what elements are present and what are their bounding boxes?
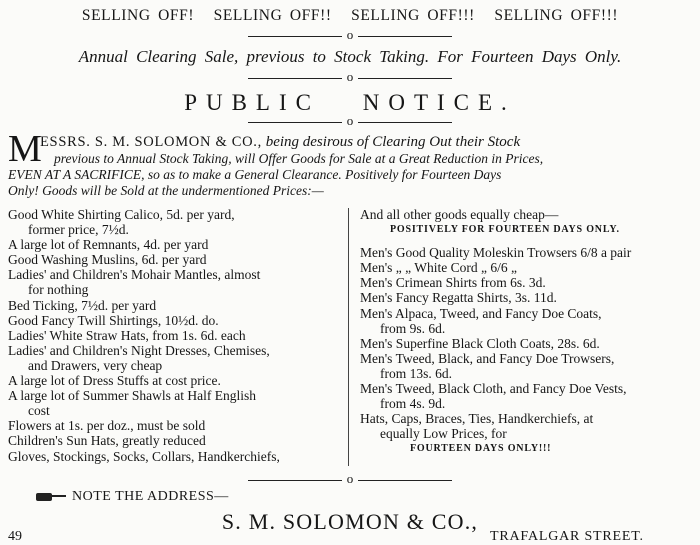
banner-phrase: SELLING OFF!!! [351, 7, 475, 24]
price-item: Men's Tweed, Black Cloth, and Fancy Doe Vests, [360, 381, 627, 397]
selling-off-banner [0, 7, 700, 25]
price-item: Men's Fancy Regatta Shirts, 3s. 11d. [360, 290, 557, 306]
price-item-continued: cost [28, 403, 50, 419]
price-item: Men's Superfine Black Cloth Coats, 28s. 6d. [360, 335, 600, 351]
price-item: Hats, Caps, Braces, Ties, Handkerchiefs, at [360, 411, 594, 427]
intro-line-3: EVEN AT A SACRIFICE, so as to make a General Clearance. Positively for Fourteen Days [8, 167, 502, 182]
clearing-sale-line: Annual Clearing Sale, previous to Stock Taking. For Fourteen Days Only. [78, 47, 622, 66]
column-rule [348, 208, 349, 466]
note-text: NOTE THE ADDRESS— [72, 489, 229, 504]
price-item: Ladies' and Children's Mohair Mantles, almost [8, 267, 261, 283]
intro-line-1 [40, 134, 520, 151]
price-item-continued: for nothing [28, 282, 89, 298]
price-item: A large lot of Remnants, 4d. per yard [8, 237, 209, 253]
price-item-continued: equally Low Prices, for [380, 426, 507, 442]
heading-word: PUBLIC [184, 90, 320, 115]
price-item: A large lot of Dress Stuffs at cost price. [8, 373, 221, 389]
price-item: Men's Good Quality Moleskin Trowsers 6/8 a pair [360, 245, 632, 261]
ladies-price-list [8, 207, 338, 464]
street-address: TRAFALGAR STREET. [490, 529, 644, 544]
intro-line-4: Only! Goods will be Sold at the undermentioned Prices:— [8, 183, 324, 198]
divider-mark: o [346, 69, 354, 84]
firm-name: ESSRS. S. M. SOLOMON & CO., [40, 134, 262, 150]
price-item: A large lot of Summer Shawls at Half English [8, 388, 256, 404]
price-item: Men's Tweed, Black, and Fancy Doe Trowsers, [360, 350, 615, 366]
banner-phrase: SELLING OFF!!! [494, 7, 619, 24]
pointing-hand-icon [36, 491, 66, 503]
equally-cheap-line: And all other goods equally cheap— [360, 207, 559, 222]
fourteen-days-closing: FOURTEEN DAYS ONLY!!! [410, 443, 552, 455]
heading-word: NOTICE. [362, 90, 516, 115]
price-item: Bed Ticking, 7½d. per yard [8, 297, 157, 313]
price-item: Good Washing Muslins, 6d. per yard [8, 252, 207, 268]
divider-2 [0, 69, 700, 84]
page-number: 49 [8, 529, 22, 544]
price-item: Ladies' White Straw Hats, from 1s. 6d. each [8, 327, 246, 343]
price-item: Men's Alpaca, Tweed, and Fancy Doe Coats, [360, 305, 602, 321]
divider-4 [0, 471, 700, 486]
intro-text: being desirous of Clearing Out their Stock [261, 134, 521, 150]
divider-mark: o [346, 471, 354, 486]
price-item: Good White Shirting Calico, 5d. per yard, [8, 207, 235, 222]
price-item: Ladies' and Children's Night Dresses, Chemises, [8, 342, 270, 358]
banner-phrase: SELLING OFF! [81, 7, 195, 24]
divider-mark: o [346, 27, 354, 42]
divider-1 [0, 27, 700, 42]
company-name: S. M. SOLOMON & CO., [221, 509, 479, 534]
price-item: Gloves, Stockings, Socks, Collars, Handkerchiefs, [8, 448, 280, 464]
banner-phrase: SELLING OFF!! [213, 7, 332, 24]
price-item: Men's Crimean Shirts from 6s. 3d. [360, 275, 546, 291]
price-item-continued: from 4s. 9d. [380, 396, 446, 412]
fourteen-days-caps: POSITIVELY FOR FOURTEEN DAYS ONLY. [390, 224, 620, 236]
price-item-continued: and Drawers, very cheap [28, 357, 163, 373]
intro-line-2: previous to Annual Stock Taking, will Offer Goods for Sale at a Great Reduction in Prices, [54, 151, 544, 166]
price-item-continued: from 13s. 6d. [380, 365, 452, 381]
price-item: Flowers at 1s. per doz., must be sold [8, 418, 206, 434]
note-address [36, 489, 229, 505]
divider-3 [0, 113, 700, 128]
mens-price-list [360, 207, 692, 457]
drop-cap: M [8, 128, 42, 170]
price-item: Men's „ „ White Cord „ 6/6 „ [360, 260, 518, 276]
price-item-continued: from 9s. 6d. [380, 320, 446, 336]
price-item: Children's Sun Hats, greatly reduced [8, 433, 206, 449]
divider-mark: o [346, 113, 354, 128]
price-item-continued: former price, 7½d. [28, 222, 129, 238]
price-item: Good Fancy Twill Shirtings, 10½d. do. [8, 312, 219, 328]
